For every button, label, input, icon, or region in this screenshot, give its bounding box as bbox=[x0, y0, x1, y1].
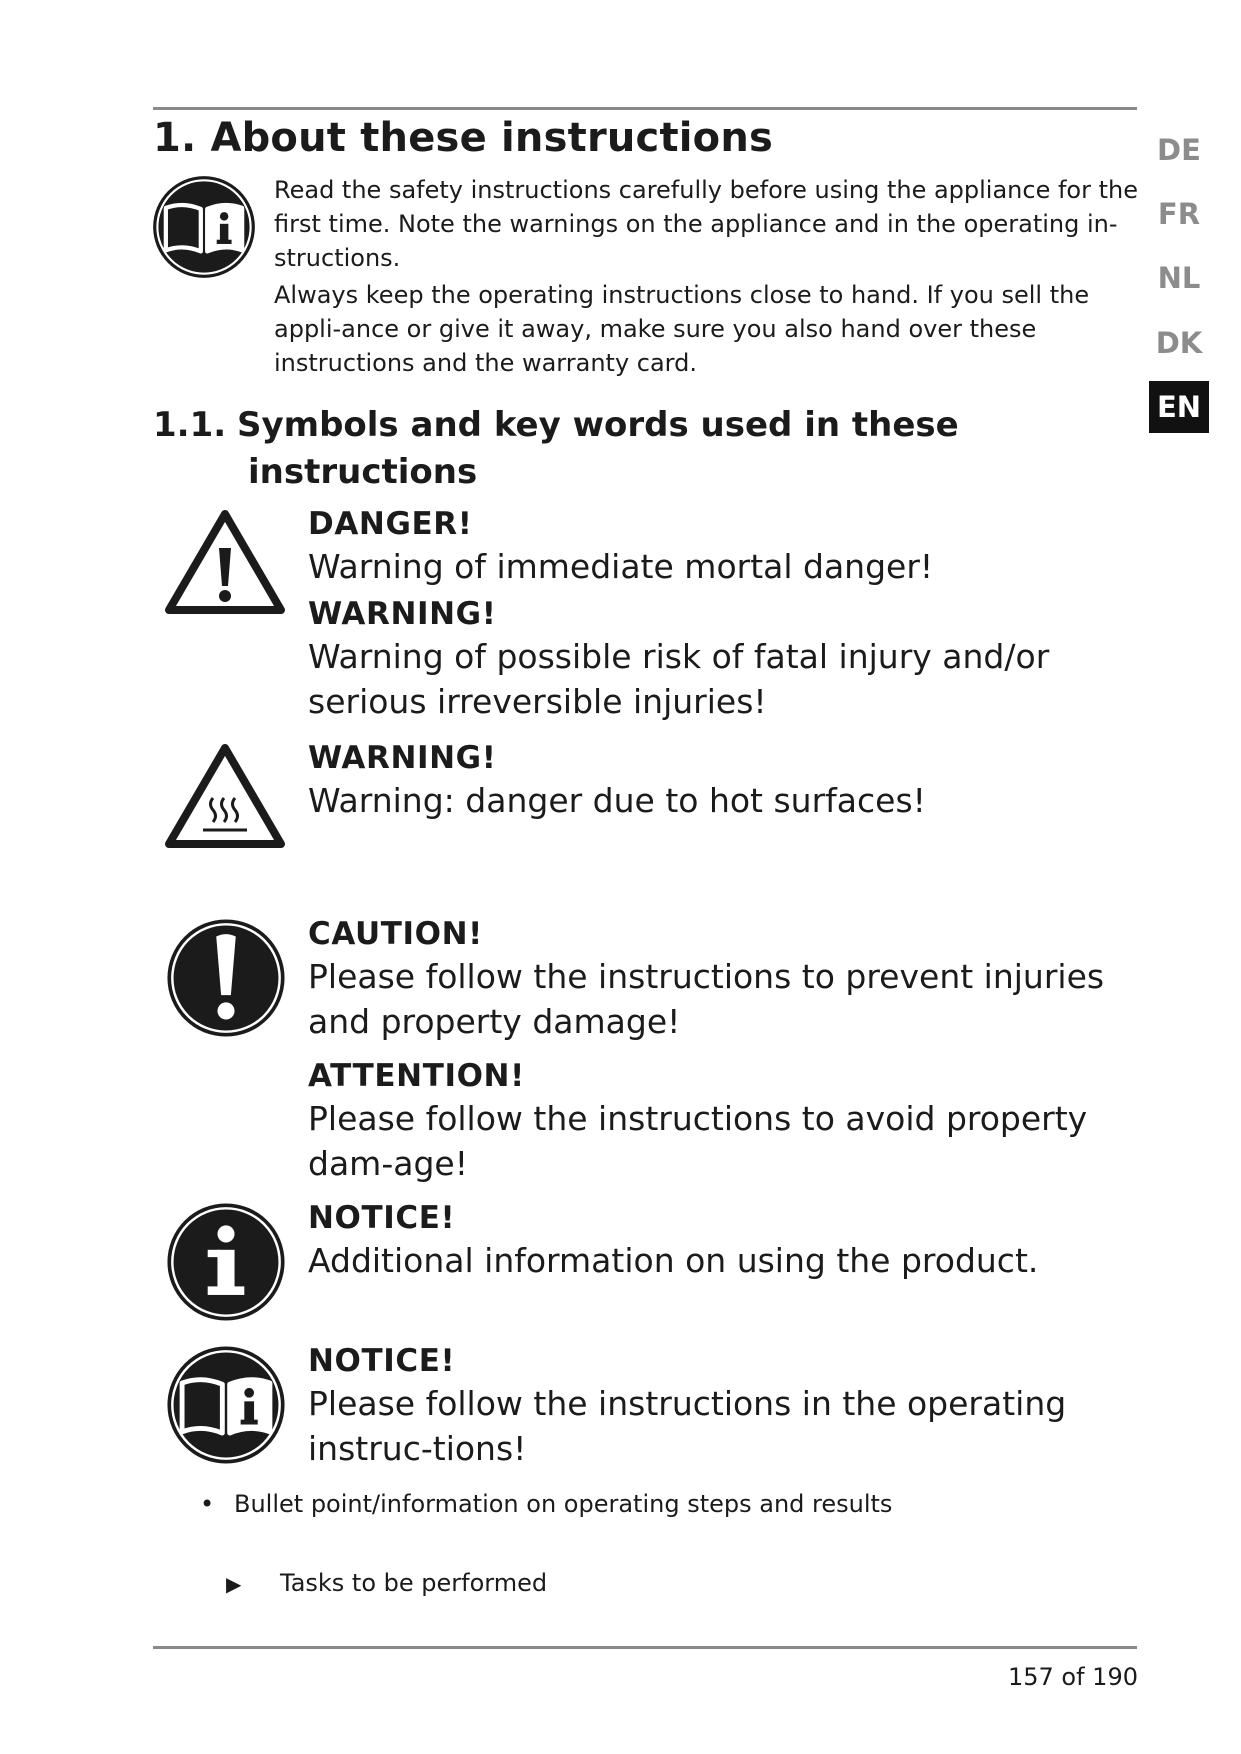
section-number: 1. bbox=[153, 115, 197, 161]
symbol-text: Please follow the instructions in the operating instruc-tions! bbox=[308, 1384, 1067, 1468]
subsection-title-line1: Symbols and key words used in these bbox=[237, 405, 959, 445]
symbol-label: WARNING! bbox=[308, 596, 497, 632]
symbol-text: Warning of immediate mortal danger! bbox=[308, 547, 934, 586]
intro-paragraph-2: Always keep the operating instructions close to hand. If you sell the appli-ance or give it away, make sure you also hand over these instructions and the warranty card. bbox=[274, 281, 1090, 377]
section-title: About these instructions bbox=[210, 115, 774, 161]
bullet-item bbox=[200, 1487, 892, 1521]
subsection-number: 1.1. bbox=[153, 405, 227, 445]
intro-paragraph-1: Read the safety instructions carefully before using the appliance for the first time. Note the warnings on the appliance and in the operating in-structions. bbox=[274, 176, 1138, 272]
symbol-entry-danger bbox=[308, 504, 1158, 589]
book-info-icon bbox=[151, 174, 257, 280]
info-circle-icon bbox=[165, 1201, 287, 1323]
symbol-text: Warning: danger due to hot surfaces! bbox=[308, 781, 926, 820]
task-arrow-icon: ▶ bbox=[226, 1572, 242, 1596]
symbol-label: ATTENTION! bbox=[308, 1058, 525, 1094]
language-tab-en[interactable]: EN bbox=[1149, 381, 1209, 433]
symbol-entry-caution bbox=[308, 914, 1158, 1044]
symbol-text: Warning of possible risk of fatal injury and/or serious irreversible injuries! bbox=[308, 637, 1050, 721]
symbol-label: NOTICE! bbox=[308, 1200, 456, 1236]
subsection-title-line2: instructions bbox=[248, 452, 478, 492]
symbol-entry-notice bbox=[308, 1198, 1158, 1283]
page-number: 157 of 190 bbox=[1007, 1663, 1138, 1691]
bullet-text: Bullet point/information on operating steps and results bbox=[234, 1490, 893, 1518]
symbol-label: NOTICE! bbox=[308, 1343, 456, 1379]
symbol-label: CAUTION! bbox=[308, 916, 483, 952]
symbol-text: Please follow the instructions to prevent injuries and property damage! bbox=[308, 957, 1105, 1041]
section-heading bbox=[153, 115, 773, 161]
intro-text bbox=[274, 173, 1150, 380]
subsection-heading bbox=[153, 402, 959, 496]
warning-triangle-icon bbox=[163, 508, 287, 616]
symbol-entry-warning bbox=[308, 594, 1158, 724]
symbol-entry-attention bbox=[308, 1056, 1158, 1186]
symbol-entry-notice-book bbox=[308, 1341, 1158, 1471]
symbol-entry-hot-surface bbox=[308, 738, 1158, 823]
symbol-label: DANGER! bbox=[308, 506, 473, 542]
task-item bbox=[226, 1566, 547, 1601]
symbol-text: Please follow the instructions to avoid property dam-age! bbox=[308, 1099, 1088, 1183]
bottom-rule bbox=[153, 1646, 1137, 1649]
language-tab-de[interactable]: DE bbox=[1157, 133, 1201, 167]
language-tab-dk[interactable]: DK bbox=[1155, 326, 1203, 360]
symbol-label: WARNING! bbox=[308, 740, 497, 776]
language-tab-nl[interactable]: NL bbox=[1157, 261, 1201, 295]
language-tab-fr[interactable]: FR bbox=[1157, 197, 1201, 231]
task-text: Tasks to be performed bbox=[280, 1569, 548, 1597]
symbol-text: Additional information on using the product. bbox=[308, 1241, 1039, 1280]
bullet-marker: • bbox=[200, 1490, 215, 1518]
hot-surface-triangle-icon bbox=[163, 742, 287, 850]
book-info-circle-icon bbox=[165, 1344, 287, 1466]
top-rule bbox=[153, 107, 1137, 110]
exclamation-circle-icon bbox=[165, 917, 287, 1039]
